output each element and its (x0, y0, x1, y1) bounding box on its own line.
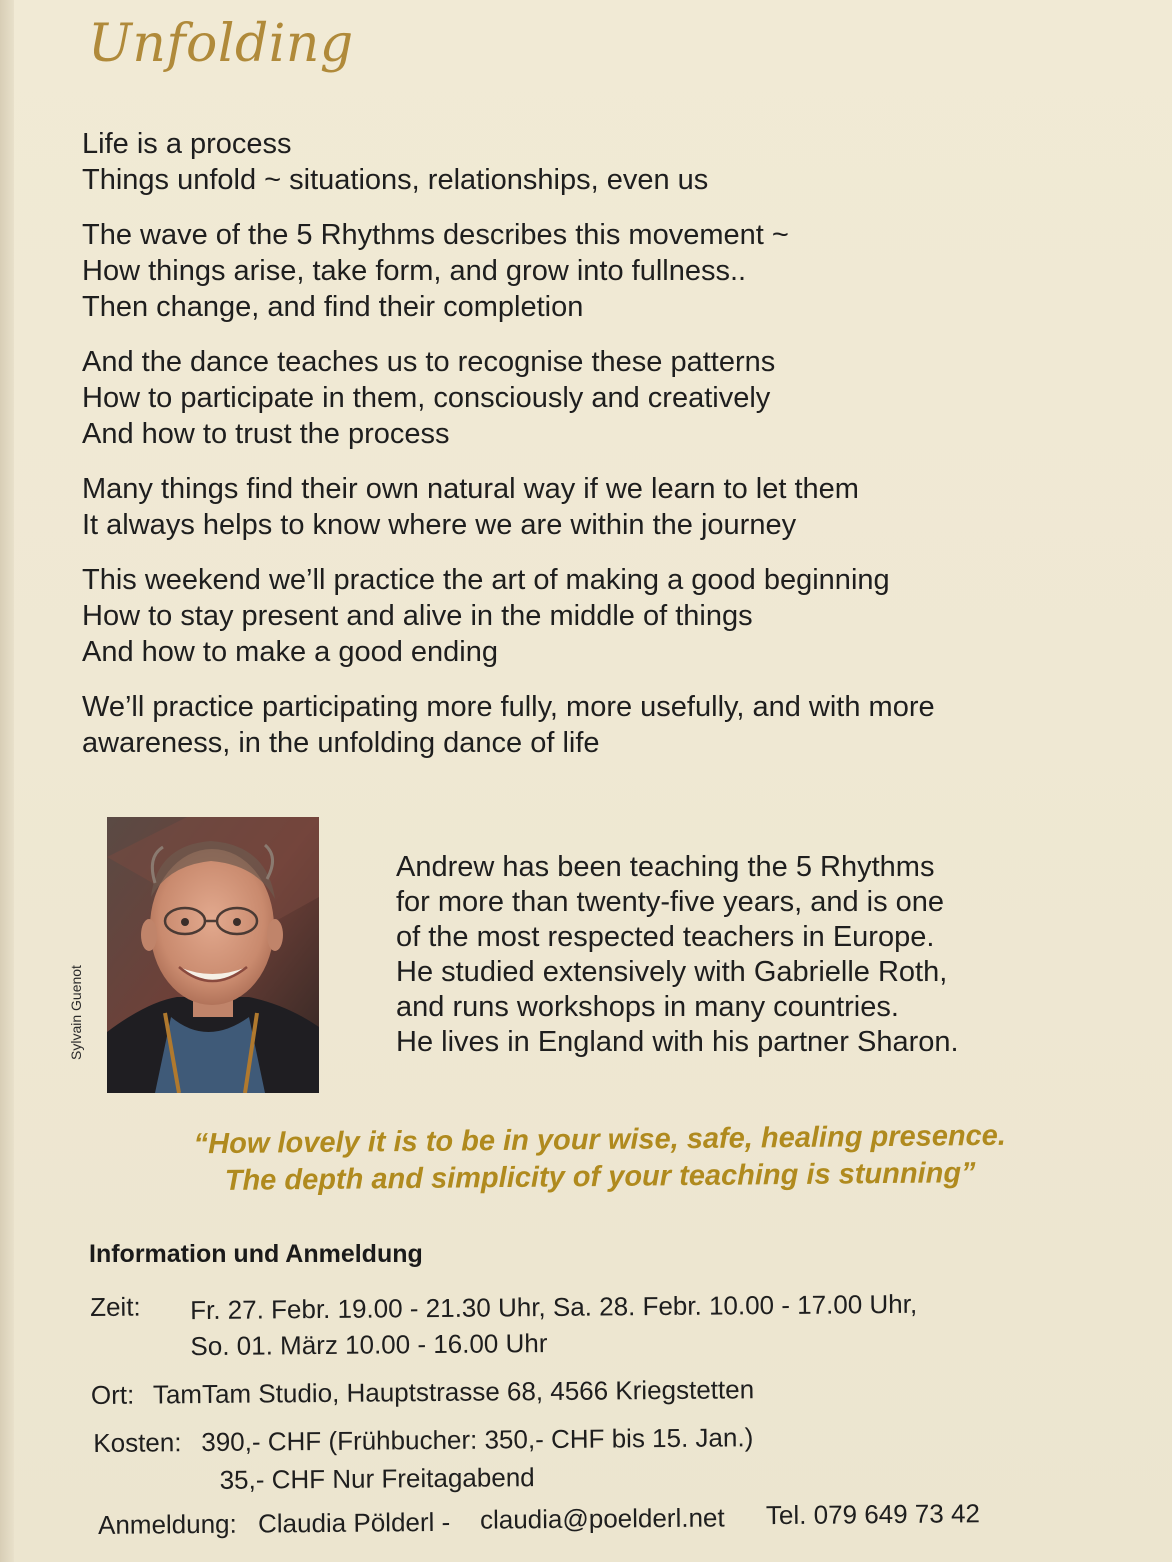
poem-line: Then change, and find their completion (82, 291, 584, 323)
bio-line: for more than twenty-five years, and is one (396, 886, 945, 918)
kosten-value-line2: 35,- CHF Nur Freitagabend (219, 1462, 535, 1495)
stanza (82, 217, 1082, 325)
photo-credit: Sylvain Guenot (68, 965, 84, 1060)
poem-line: And how to trust the process (82, 418, 450, 450)
ort-value: TamTam Studio, Hauptstrasse 68, 4566 Kriegstetten (152, 1374, 755, 1410)
zeit-value-line1: Fr. 27. Febr. 19.00 - 21.30 Uhr, Sa. 28. Febr. 10.00 - 17.00 Uhr, (190, 1288, 918, 1326)
poem-line: Things unfold ~ situations, relationships, even us (82, 164, 709, 196)
ort-label: Ort: (90, 1379, 135, 1410)
quote-line: The depth and simplicity of your teaching is stunning” (224, 1157, 976, 1197)
poem-line: And the dance teaches us to recognise these patterns (82, 346, 776, 378)
zeit-row (90, 1283, 1090, 1362)
poem-line: This weekend we’ll practice the art of making a good beginning (82, 564, 890, 596)
zeit-label: Zeit: (90, 1291, 141, 1322)
bio-line: Andrew has been teaching the 5 Rhythms (396, 851, 935, 883)
zeit-value-line2: So. 01. März 10.00 - 16.00 Uhr (190, 1328, 548, 1362)
poem-line: The wave of the 5 Rhythms describes this movement ~ (82, 219, 789, 251)
poem-line: How to stay present and alive in the middle of things (82, 600, 753, 632)
info-block (90, 1283, 1090, 1540)
bio-line: He lives in England with his partner Sharon. (396, 1026, 959, 1058)
info-heading: Information und Anmeldung (89, 1240, 423, 1268)
anmeldung-email[interactable]: claudia@poelderl.net (479, 1502, 725, 1535)
kosten-label: Kosten: (93, 1427, 182, 1458)
anmeldung-name: Claudia Pölderl - (257, 1506, 451, 1539)
stanza (82, 344, 1082, 452)
poem-line: And how to make a good ending (82, 636, 498, 668)
poem-line: We’ll practice participating more fully, more usefully, and with more (82, 691, 935, 723)
testimonial-quote (150, 1117, 1051, 1200)
poem-line: Life is a process (82, 128, 292, 160)
poem-line: awareness, in the unfolding dance of life (82, 727, 600, 759)
portrait-illustration (107, 817, 319, 1093)
page-title: Unfolding (88, 14, 354, 74)
anmeldung-phone[interactable]: Tel. 079 649 73 42 (765, 1498, 981, 1531)
teacher-portrait-photo (107, 817, 319, 1093)
bio-line: of the most respected teachers in Europe. (396, 921, 935, 953)
stanza (82, 689, 1082, 761)
poem-line: How things arise, take form, and grow into fullness.. (82, 255, 747, 287)
quote-line: “How lovely it is to be in your wise, safe, healing presence. (193, 1119, 1007, 1161)
poem-line: Many things find their own natural way if we learn to let them (82, 473, 859, 505)
poem (82, 126, 1082, 780)
anmeldung-label: Anmeldung: (97, 1508, 237, 1540)
kosten-value-line1: 390,- CHF (Frühbucher: 350,- CHF bis 15. Jan.) (201, 1422, 754, 1458)
bio-line: He studied extensively with Gabrielle Roth, (396, 956, 948, 988)
poem-line: How to participate in them, consciously and creatively (82, 382, 771, 414)
poem-line: It always helps to know where we are within the journey (82, 509, 797, 541)
teacher-bio (396, 850, 1096, 1060)
stanza (82, 562, 1082, 670)
paper-edge (0, 0, 14, 1562)
stanza (82, 471, 1082, 543)
stanza (82, 126, 1082, 198)
bio-line: and runs workshops in many countries. (396, 991, 899, 1023)
